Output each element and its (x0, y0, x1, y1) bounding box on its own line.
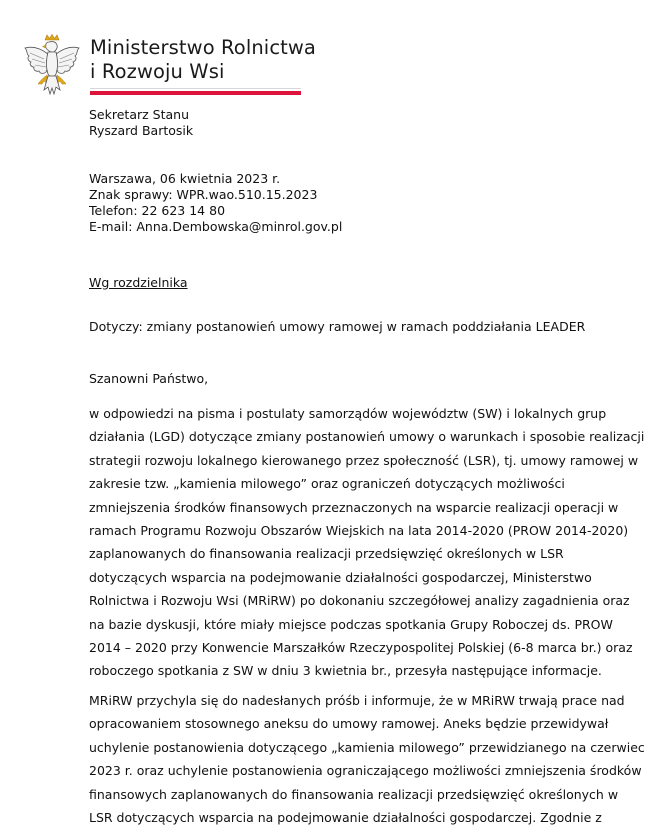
paragraph-line: zakresie tzw. „kamienia milowego” oraz ograniczeń dotyczących możliwości (89, 476, 565, 492)
paragraph-line: ramach Programu Rozwoju Obszarów Wiejskich na lata 2014-2020 (PROW 2014-2020) (89, 523, 629, 539)
white-eagle-emblem-icon (22, 34, 82, 98)
paragraph-line: w odpowiedzi na pisma i postulaty samorządów województw (SW) i lokalnych grup (89, 406, 607, 421)
paragraph-line: działania (LGD) dotyczące zmiany postanowień umowy o warunkach i sposobie realizacji (89, 429, 645, 445)
body-paragraph-1 (89, 402, 644, 683)
signer-block (89, 107, 193, 139)
paragraph-line: roboczego spotkania z SW w dniu 3 kwietnia br., przesyła następujące informacje. (89, 663, 602, 679)
signer-name: Ryszard Bartosik (89, 123, 194, 138)
ministry-name (90, 36, 316, 84)
paragraph-line: opracowaniem stosownego aneksu do umowy ramowej. Aneks będzie przewidywał (89, 716, 609, 732)
email-address: E-mail: Anna.Dembowska@minrol.gov.pl (89, 219, 343, 234)
ministry-name-line2: i Rozwoju Wsi (90, 60, 225, 83)
signer-position: Sekretarz Stanu (89, 107, 189, 122)
paragraph-line: 2023 r. oraz uchylenie postanowienia ograniczającego możliwości zmniejszenia środków (89, 763, 642, 779)
place-date: Warszawa, 06 kwietnia 2023 r. (89, 171, 281, 186)
phone-number: Telefon: 22 623 14 80 (89, 203, 226, 218)
paragraph-line: LSR dotyczących wsparcia na podejmowanie działalności gospodarczej. Zgodnie z (89, 810, 602, 826)
ministry-name-line1: Ministerstwo Rolnictwa (90, 36, 316, 59)
flag-red-band (90, 91, 301, 95)
body-paragraph-2 (89, 689, 645, 829)
paragraph-line: na bazie dyskusji, które miały miejsce podczas spotkania Grupy Roboczej ds. PROW (89, 616, 613, 632)
case-reference: Znak sprawy: WPR.wao.510.15.2023 (89, 187, 318, 202)
paragraph-line: MRiRW przychyla się do nadesłanych próśb i informuje, że w MRiRW trwają prace nad (89, 693, 625, 708)
paragraph-line: zmniejszenia środków finansowych przeznaczonych na wsparcie realizacji operacji w (89, 499, 619, 515)
letter-meta (89, 171, 342, 235)
paragraph-line: strategii rozwoju lokalnego kierowanego przez społeczność (LSR), tj. umowy ramowej w (89, 452, 639, 468)
paragraph-line: zaplanowanych do finansowania realizacji przedsięwzięć określonych w LSR (89, 546, 564, 562)
subject-line: Dotyczy: zmiany postanowień umowy ramowej w ramach poddziałania LEADER (89, 319, 586, 334)
paragraph-line: uchylenie postanowienia dotyczącego „kamienia milowego” przewidzianego na czerwiec (89, 739, 645, 755)
paragraph-line: Rolnictwa i Rozwoju Wsi (MRiRW) po dokonaniu szczegółowej analizy zagadnienia oraz (89, 593, 630, 609)
paragraph-line: finansowych zaplanowanych do finansowania realizacji przedsięwzięć określonych w (89, 786, 619, 802)
paragraph-line: dotyczących wsparcia na podejmowanie działalności gospodarczej, Ministerstwo (89, 569, 592, 585)
recipient-line: Wg rozdzielnika (89, 275, 188, 290)
salutation: Szanowni Państwo, (89, 371, 209, 386)
national-flag-bar (90, 88, 301, 95)
paragraph-line: 2014 – 2020 przy Konwencie Marszałków Rzeczypospolitej Polskiej (6-8 marca br.) oraz (89, 640, 633, 656)
